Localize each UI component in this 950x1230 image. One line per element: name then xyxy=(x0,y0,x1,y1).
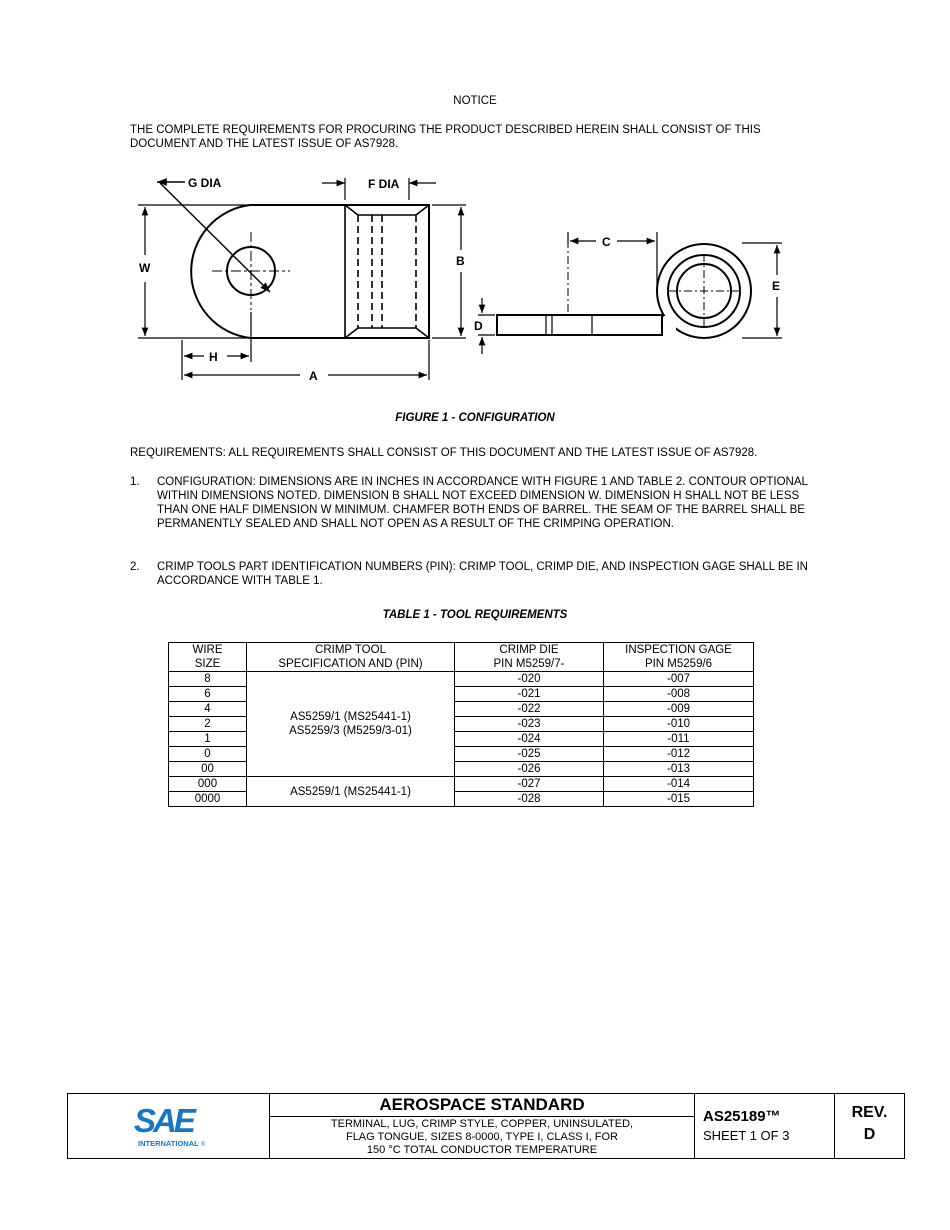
h-label: H xyxy=(209,350,218,364)
cell-die: -025 xyxy=(455,747,604,762)
requirements-text: REQUIREMENTS: ALL REQUIREMENTS SHALL CONSIST OF THIS DOCUMENT AND THE LATEST ISSUE OF AS7928. xyxy=(130,447,758,459)
table-header-row xyxy=(169,643,754,672)
cell-size: 000 xyxy=(169,777,247,792)
cell-die: -026 xyxy=(455,762,604,777)
cell-size: 0000 xyxy=(169,792,247,807)
header-inspection-gage: INSPECTION GAGE PIN M5259/6 xyxy=(604,643,754,672)
cell-gage: -014 xyxy=(604,777,754,792)
item-number: 2. xyxy=(130,561,140,573)
item-text: CRIMP TOOLS PART IDENTIFICATION NUMBERS (PIN): CRIMP TOOL, CRIMP DIE, AND INSPECTION GAGE SHALL BE IN ACCORDANCE WITH TABLE 1. xyxy=(157,561,808,587)
item-number: 1. xyxy=(130,476,140,488)
e-label: E xyxy=(772,279,781,293)
cell-gage: -009 xyxy=(604,702,754,717)
cell-die: -022 xyxy=(455,702,604,717)
cell-die: -028 xyxy=(455,792,604,807)
revision-value: D xyxy=(863,1126,876,1143)
cell-tool-group-1: AS5259/1 (MS25441-1) AS5259/3 (M5259/3-01) xyxy=(247,672,455,777)
cell-gage: -012 xyxy=(604,747,754,762)
sae-logo-mark: ® xyxy=(201,1142,206,1148)
sae-logo-text: SAE xyxy=(134,1102,193,1139)
cell-die: -024 xyxy=(455,732,604,747)
c-label: C xyxy=(602,235,611,249)
header-wire-size: WIRE SIZE xyxy=(169,643,247,672)
cell-die: -023 xyxy=(455,717,604,732)
cell-tool-group-2: AS5259/1 (MS25441-1) xyxy=(247,777,455,807)
notice-text: THE COMPLETE REQUIREMENTS FOR PROCURING THE PRODUCT DESCRIBED HEREIN SHALL CONSIST OF THIS DOCUMENT AND THE LATEST ISSUE OF AS7928. xyxy=(130,124,761,150)
a-label: A xyxy=(309,369,318,383)
side-view-tongue xyxy=(497,315,662,335)
cell-gage: -010 xyxy=(604,717,754,732)
document-cell xyxy=(695,1094,835,1158)
item-text: CONFIGURATION: DIMENSIONS ARE IN INCHES IN ACCORDANCE WITH FIGURE 1 AND TABLE 2. CONTOUR OPTIONAL WITHIN DIMENSIONS NOTED. DIMENSION B SHALL NOT EXCEED DIMENSION W. DIMENSION H SHALL NOT BE LESS THAN ONE HALF DIMENSION W MINIMUM. CHAMFER BOTH ENDS OF BARREL. THE SEAM OF THE BARREL SHALL BE PERMANENTLY SEALED AND SHALL NOT OPEN AS A RESULT OF THE CRIMPING OPERATION. xyxy=(157,476,808,530)
revision-label: REV. xyxy=(851,1104,888,1121)
cell-size: 4 xyxy=(169,702,247,717)
f-dia-label: F DIA xyxy=(368,177,400,191)
header-crimp-die: CRIMP DIE PIN M5259/7- xyxy=(455,643,604,672)
cell-size: 8 xyxy=(169,672,247,687)
w-label: W xyxy=(139,261,151,275)
cell-die: -021 xyxy=(455,687,604,702)
cell-gage: -008 xyxy=(604,687,754,702)
cell-gage: -013 xyxy=(604,762,754,777)
revision-cell xyxy=(835,1094,904,1158)
cell-size: 00 xyxy=(169,762,247,777)
cell-die: -027 xyxy=(455,777,604,792)
configuration-figure xyxy=(0,0,950,400)
g-dia-label: G DIA xyxy=(188,176,222,190)
title-block xyxy=(67,1093,905,1159)
sheet-number: SHEET 1 OF 3 xyxy=(703,1128,790,1143)
cell-gage: -007 xyxy=(604,672,754,687)
standard-subtitle: TERMINAL, LUG, CRIMP STYLE, COPPER, UNINSULATED, FLAG TONGUE, SIZES 8-0000, TYPE I, CLASS I, FOR 150 °C TOTAL CONDUCTOR TEMPERATURE xyxy=(330,1118,634,1156)
b-label: B xyxy=(456,254,465,268)
table-caption: TABLE 1 - TOOL REQUIREMENTS xyxy=(382,609,568,621)
cell-gage: -015 xyxy=(604,792,754,807)
table-row xyxy=(169,672,754,687)
cell-die: -020 xyxy=(455,672,604,687)
header-crimp-tool: CRIMP TOOL SPECIFICATION AND (PIN) xyxy=(247,643,455,672)
cell-size: 1 xyxy=(169,732,247,747)
sae-logo-sub: INTERNATIONAL xyxy=(138,1139,199,1148)
cell-size: 2 xyxy=(169,717,247,732)
table-row xyxy=(169,777,754,792)
logo-cell xyxy=(68,1094,270,1158)
document-number: AS25189™ xyxy=(703,1108,781,1125)
standard-title: AEROSPACE STANDARD xyxy=(270,1094,694,1117)
cell-size: 6 xyxy=(169,687,247,702)
sae-logo xyxy=(68,1094,270,1158)
cell-gage: -011 xyxy=(604,732,754,747)
cell-size: 0 xyxy=(169,747,247,762)
figure-caption: FIGURE 1 - CONFIGURATION xyxy=(395,412,555,424)
tool-requirements-table xyxy=(168,642,754,807)
title-cell xyxy=(270,1094,695,1158)
notice-title: NOTICE xyxy=(453,95,497,107)
d-label: D xyxy=(474,319,483,333)
